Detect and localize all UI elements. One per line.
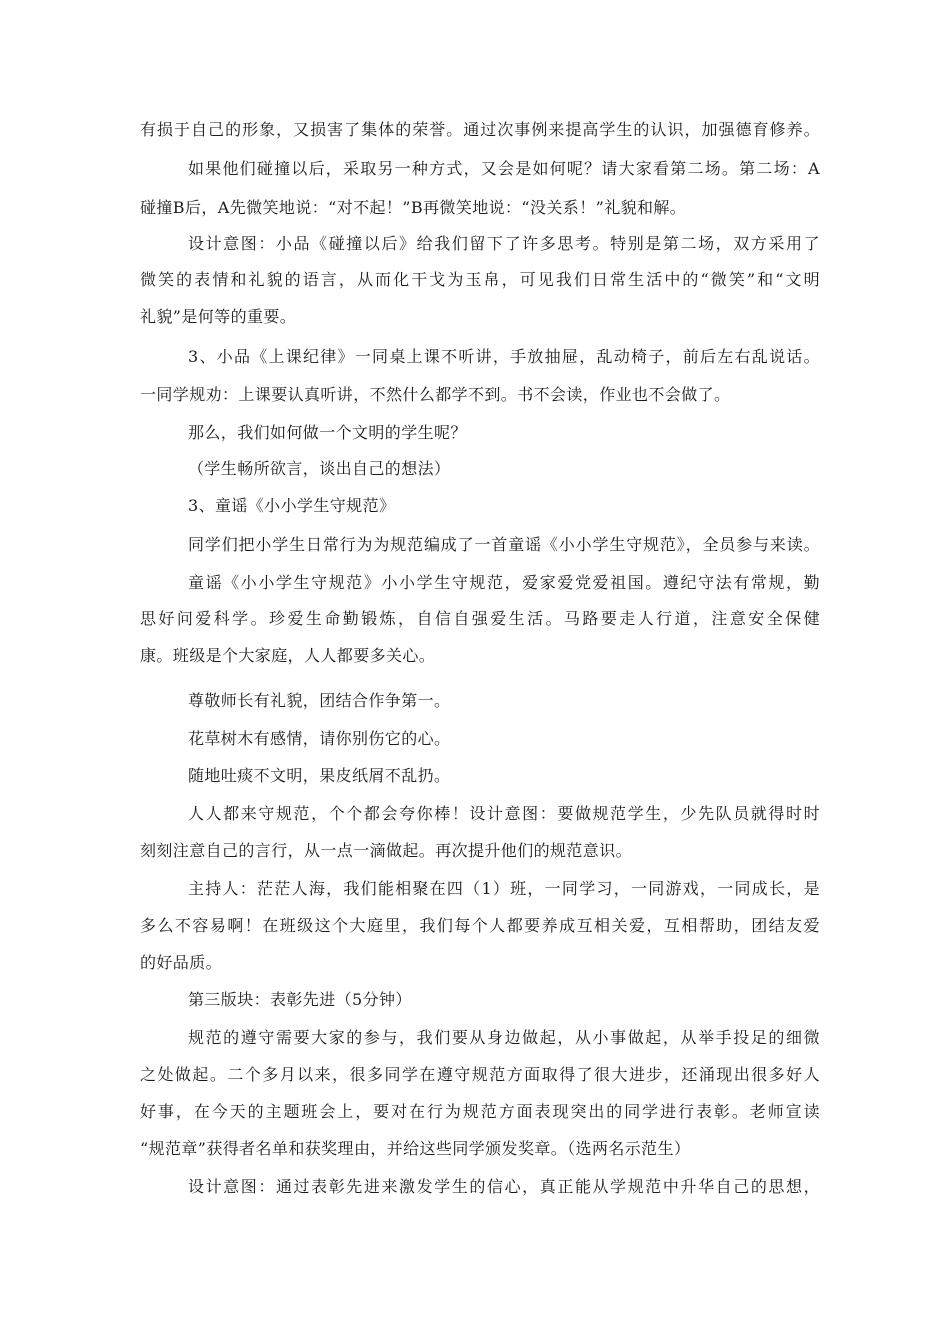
text-line: 设计意图：通过表彰先进来激发学生的信心，真正能从学规范中升华自己的思想， xyxy=(188,1177,820,1196)
text-line: 多么不容易啊！在班级这个大庭里，我们每个人都要养成互相关爱，互相帮助，团结友爱 xyxy=(140,916,820,935)
text-line: 微笑的表情和礼貌的语言，从而化干戈为玉帛，可见我们日常生活中的“微笑”和“文明 xyxy=(140,270,820,289)
text-line: 有损于自己的形象，又损害了集体的荣誉。通过次事例来提高学生的认识，加强德育修养。 xyxy=(140,120,820,139)
text-line: 那么，我们如何做一个文明的学生呢？ xyxy=(188,423,467,442)
text-line: 童谣《小小学生守规范》小小学生守规范，爱家爱党爱祖国。遵纪守法有常规，勤 xyxy=(188,573,820,592)
text-line: 之处做起。二个多月以来，很多同学在遵守规范方面取得了很大进步，还涌现出很多好人 xyxy=(140,1065,820,1084)
text-line: 3、童谣《小小学生守规范》 xyxy=(188,496,396,515)
text-line: 的好品质。 xyxy=(140,953,223,972)
text-line: （学生畅所欲言，谈出自己的想法） xyxy=(188,459,451,478)
text-line: 康。班级是个大家庭，人人都要多关心。 xyxy=(140,646,436,665)
text-line: 好事，在今天的主题班会上，要对在行为规范方面表现突出的同学进行表彰。老师宣读 xyxy=(140,1102,820,1121)
text-line: 第三版块：表彰先进（5分钟） xyxy=(188,990,412,1009)
text-line: 3、小品《上课纪律》一同桌上课不听讲，手放抽屉，乱动椅子，前后左右乱说话。 xyxy=(188,347,820,366)
text-line: 规范的遵守需要大家的参与，我们要从身边做起，从小事做起，从举手投足的细微 xyxy=(188,1028,820,1047)
text-line: 同学们把小学生日常行为为规范编成了一首童谣《小小学生守规范》，全员参与来读。 xyxy=(188,535,820,554)
text-line: 刻刻注意自己的言行，从一点一滴做起。再次提升他们的规范意识。 xyxy=(140,841,633,860)
text-line: 设计意图：小品《碰撞以后》给我们留下了许多思考。特别是第二场，双方采用了 xyxy=(188,234,820,253)
text-line: 一同学规劝：上课要认真听讲，不然什么都学不到。书不会读，作业也不会做了。 xyxy=(140,385,731,404)
text-line: “规范章”获得者名单和获奖理由，并给这些同学颁发奖章。（选两名示范生） xyxy=(140,1139,691,1158)
text-line: 花草树木有感情，请你别伤它的心。 xyxy=(188,729,451,748)
text-line: 人人都来守规范，个个都会夸你棒！设计意图：要做规范学生，少先队员就得时时 xyxy=(188,804,820,823)
text-line: 思好问爱科学。珍爱生命勤锻炼，自信自强爱生活。马路要走人行道，注意安全保健 xyxy=(140,609,820,628)
text-line: 如果他们碰撞以后，采取另一种方式，又会是如何呢？请大家看第二场。第二场：A xyxy=(188,159,820,178)
text-line: 礼貌”是何等的重要。 xyxy=(140,307,297,326)
text-line: 主持人：茫茫人海，我们能相聚在四（1）班，一同学习，一同游戏，一同成长，是 xyxy=(188,879,820,898)
text-line: 尊敬师长有礼貌，团结合作争第一。 xyxy=(188,691,451,710)
text-line: 随地吐痰不文明，果皮纸屑不乱扔。 xyxy=(188,766,451,785)
text-line: 碰撞B后，A先微笑地说：“对不起！”B再微笑地说：“没关系！”礼貌和解。 xyxy=(140,198,687,217)
